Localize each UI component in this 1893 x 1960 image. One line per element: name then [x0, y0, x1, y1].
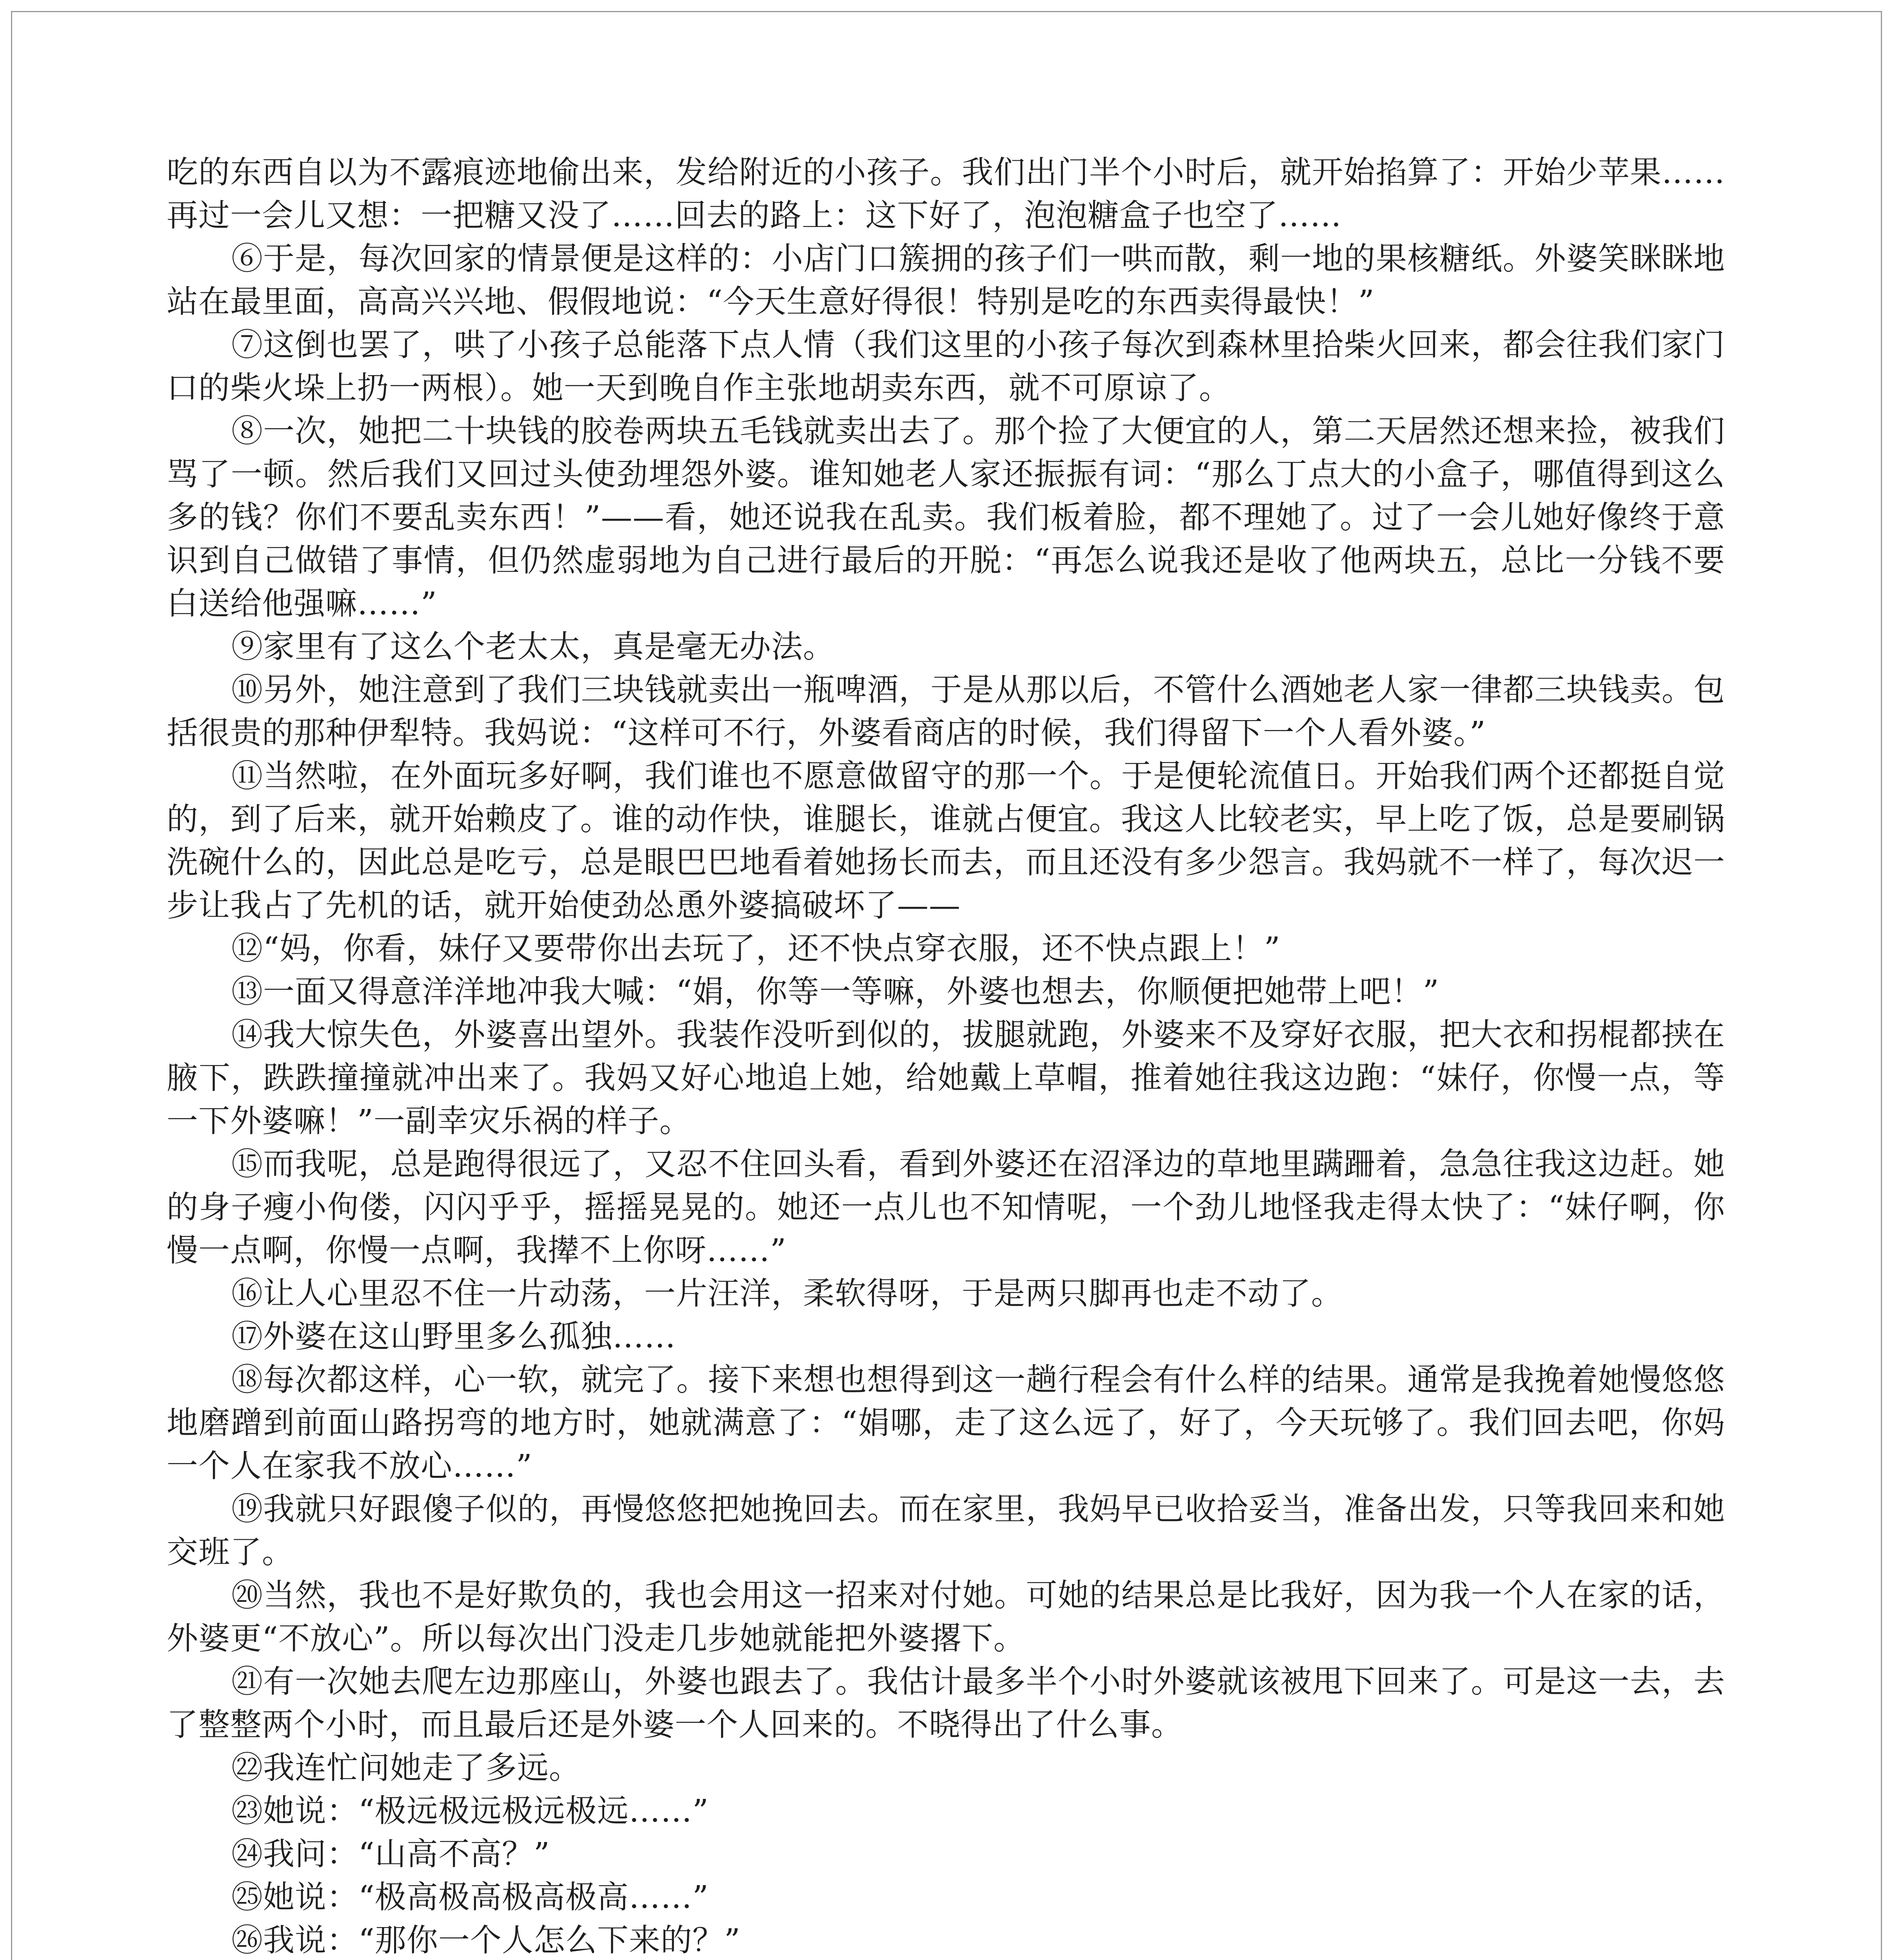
paragraph-20: ⑳当然，我也不是好欺负的，我也会用这一招来对付她。可她的结果总是比我好，因为我一个人在家的话，外婆更“不放心”。所以每次出门没走几步她就能把外婆撂下。 [167, 1577, 1725, 1657]
paragraph-9: ⑨家里有了这么个老太太，真是毫无办法。 [231, 628, 835, 665]
paragraph-11: ⑪当然啦，在外面玩多好啊，我们谁也不愿意做留守的那一个。于是便轮流值日。开始我们两个还都挺自觉的，到了后来，就开始赖皮了。谁的动作快，谁腿长，谁就占便宜。我这人比较老实，早上吃了饭，总是要刷锅洗碗什么的，因此总是吃亏，总是眼巴巴地看着她扬长而去，而且还没有多少怨言。我妈就不一样了，每次迟一步让我占了先机的话，就开始使劲怂恿外婆搞破坏了—— [167, 758, 1725, 924]
paragraph-19: ⑲我就只好跟傻子似的，再慢悠悠把她挽回去。而在家里，我妈早已收拾妥当，准备出发，只等我回来和她交班了。 [167, 1491, 1725, 1570]
paragraph-15: ⑮而我呢，总是跑得很远了，又忍不住回头看，看到外婆还在沼泽边的草地里蹒跚着，急急往我这边赶。她的身子瘦小佝偻，闪闪乎乎，摇摇晃晃的。她还一点儿也不知情呢，一个劲儿地怪我走得太快了：“妹仔啊，你慢一点啊，你慢一点啊，我撵不上你呀……” [167, 1146, 1725, 1269]
paragraph-26: ㉖我说：“那你一个人怎么下来的？” [231, 1922, 741, 1958]
paragraph-22: ㉒我连忙问她走了多远。 [231, 1749, 581, 1786]
paragraph-16: ⑯让人心里忍不住一片动荡，一片汪洋，柔软得呀，于是两只脚再也走不动了。 [231, 1275, 1343, 1312]
paragraph-6: ⑥于是，每次回家的情景便是这样的：小店门口簇拥的孩子们一哄而散，剩一地的果核糖纸。外婆笑眯眯地站在最里面，高高兴兴地、假假地说：“今天生意好得很！特别是吃的东西卖得最快！” [167, 240, 1725, 320]
paragraph-10: ⑩另外，她注意到了我们三块钱就卖出一瓶啤酒，于是从那以后，不管什么酒她老人家一律都三块钱卖。包括很贵的那种伊犁特。我妈说：“这样可不行，外婆看商店的时候，我们得留下一个人看外婆。” [167, 671, 1725, 751]
paragraph-7: ⑦这倒也罢了，哄了小孩子总能落下点人情（我们这里的小孩子每次到森林里拾柴火回来，都会往我们家门口的柴火垛上扔一两根）。她一天到晚自作主张地胡卖东西，就不可原谅了。 [167, 327, 1725, 406]
paragraph-12: ⑫“妈，你看，妹仔又要带你出去玩了，还不快点穿衣服，还不快点跟上！” [231, 930, 1281, 967]
paragraph-14: ⑭我大惊失色，外婆喜出望外。我装作没听到似的，拔腿就跑，外婆来不及穿好衣服，把大衣和拐棍都挟在腋下，跌跌撞撞就冲出来了。我妈又好心地追上她，给她戴上草帽，推着她往我这边跑：“妹仔，你慢一点，等一下外婆嘛！”一副幸灾乐祸的样子。 [167, 1016, 1725, 1139]
paragraph-24: ㉔我问：“山高不高？” [231, 1836, 550, 1872]
paragraph-18: ⑱每次都这样，心一软，就完了。接下来想也想得到这一趟行程会有什么样的结果。通常是我挽着她慢悠悠地磨蹭到前面山路拐弯的地方时，她就满意了：“娟哪，走了这么远了，好了，今天玩够了。我们回去吧，你妈一个人在家我不放心……” [167, 1361, 1725, 1484]
paragraph-continued: 吃的东西自以为不露痕迹地偷出来，发给附近的小孩子。我们出门半个小时后，就开始掐算了：开始少苹果……再过一会儿又想：一把糖又没了……回去的路上：这下好了，泡泡糖盒子也空了…… [167, 154, 1725, 234]
paragraph-13: ⑬一面又得意洋洋地冲我大喊：“娟，你等一等嘛，外婆也想去，你顺便把她带上吧！” [231, 973, 1439, 1010]
article-body [167, 151, 1725, 1960]
paragraph-17: ⑰外婆在这山野里多么孤独…… [231, 1318, 676, 1355]
paragraph-25: ㉕她说：“极高极高极高极高……” [231, 1879, 709, 1915]
paragraph-23: ㉓她说：“极远极远极远极远……” [231, 1793, 709, 1829]
paragraph-21: ㉑有一次她去爬左边那座山，外婆也跟去了。我估计最多半个小时外婆就该被甩下回来了。可是这一去，去了整整两个小时，而且最后还是外婆一个人回来的。不晓得出了什么事。 [167, 1663, 1725, 1743]
paragraph-8: ⑧一次，她把二十块钱的胶卷两块五毛钱就卖出去了。那个捡了大便宜的人，第二天居然还想来捡，被我们骂了一顿。然后我们又回过头使劲埋怨外婆。谁知她老人家还振振有词：“那么丁点大的小盒子，哪值得到这么多的钱？你们不要乱卖东西！”——看，她还说我在乱卖。我们板着脸，都不理她了。过了一会儿她好像终于意识到自己做错了事情，但仍然虚弱地为自己进行最后的开脱：“再怎么说我还是收了他两块五，总比一分钱不要白送给他强嘛……” [167, 413, 1725, 622]
